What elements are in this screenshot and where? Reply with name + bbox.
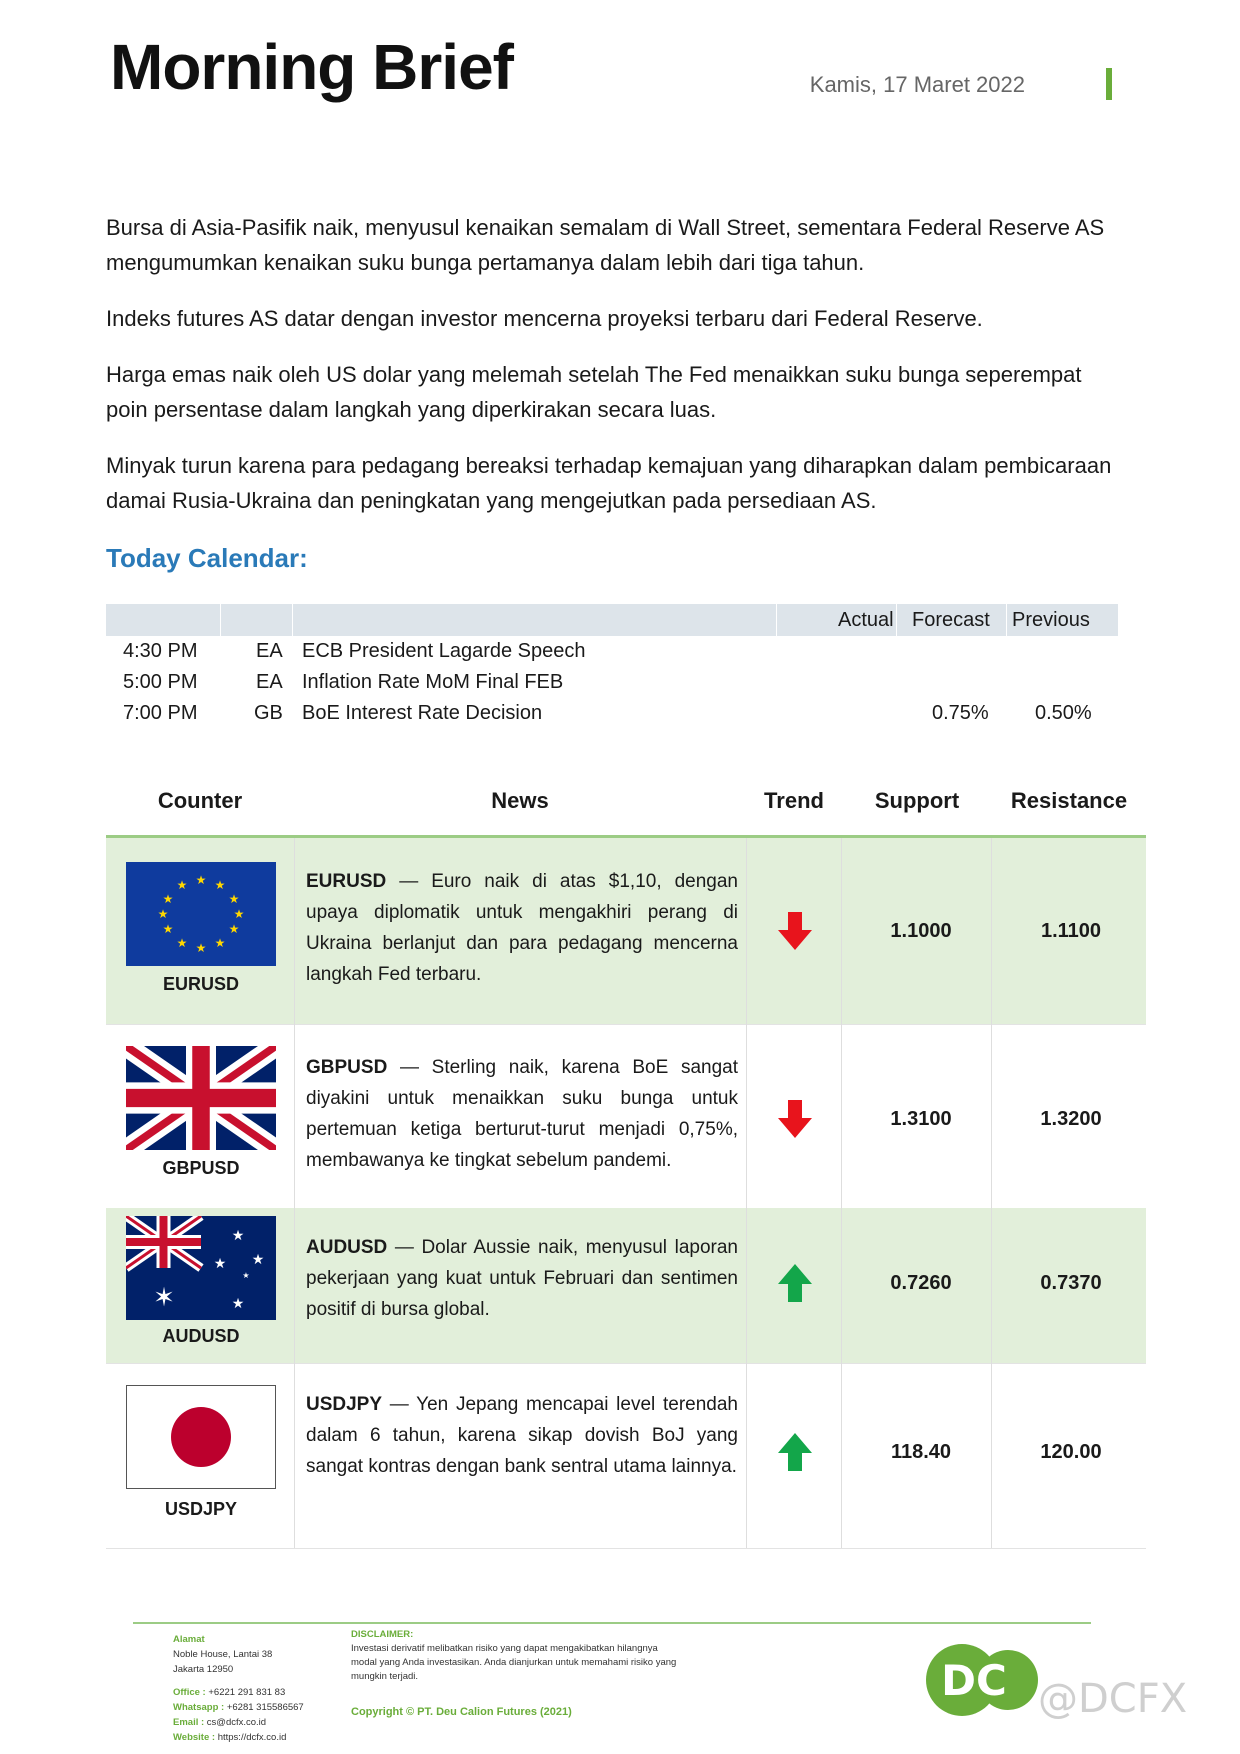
website-label: Website :: [173, 1732, 216, 1743]
office-phone: +6221 291 831 83: [208, 1687, 286, 1698]
email-link[interactable]: cs@dcfx.co.id: [206, 1717, 267, 1728]
paragraph: Minyak turun karena para pedagang bereaksi terhadap kemajuan yang diharapkan dalam pembicaraan damai Rusia-Ukraina dan peningkatan yang mengejutkan pada persediaan AS.: [106, 453, 1112, 513]
address-line: Noble House, Lantai 38: [173, 1649, 273, 1660]
email-label: Email :: [173, 1717, 205, 1728]
news-title: EURUSD: [306, 871, 387, 892]
support-value: 1.3100: [890, 1108, 952, 1130]
event-name: Inflation Rate MoM Final FEB: [302, 671, 564, 693]
news-text: [306, 1052, 738, 1176]
news-body: — Sterling naik, karena BoE sangat diyakini untuk menaikkan suku bunga untuk pertemuan ketiga berturut-turut menjadi 0,75%, membawanya ke tingkat sebelum pandemi.: [306, 1057, 738, 1171]
event-previous: 0.50%: [1035, 702, 1092, 724]
pair-label: EURUSD: [162, 974, 239, 994]
dcfx-logo: [922, 1640, 1042, 1720]
news-title: AUDUSD: [306, 1237, 388, 1258]
svg-text:★: ★: [214, 936, 226, 950]
resistance-value: 120.00: [1040, 1441, 1102, 1463]
svg-text:★: ★: [195, 873, 207, 887]
calendar-row: [106, 667, 1118, 698]
news-title: USDJPY: [306, 1394, 383, 1415]
header-news: News: [491, 788, 549, 813]
office-label: Office :: [173, 1687, 206, 1698]
footer-contact: [173, 1632, 304, 1745]
calendar-title: Today Calendar:: [106, 543, 308, 573]
resistance-value: 0.7370: [1040, 1272, 1102, 1294]
pair-label: AUDUSD: [162, 1326, 240, 1346]
event-name: BoE Interest Rate Decision: [302, 702, 543, 724]
news-text: [306, 1232, 738, 1325]
event-region: EA: [256, 640, 283, 662]
svg-text:★: ★: [195, 941, 207, 955]
news-text: [306, 1389, 738, 1482]
logo-text: DC: [941, 1656, 1007, 1705]
header-previous: Previous: [1012, 609, 1090, 631]
news-body: — Yen Jepang mencapai level terendah dalam 6 tahun, karena sikap dovish BoJ yang sangat kontras dengan bank sentral utama lainnya.: [306, 1394, 738, 1477]
svg-text:★: ★: [231, 1296, 245, 1312]
table-row: [106, 838, 1146, 1025]
event-time: 4:30 PM: [123, 640, 198, 662]
svg-text:★: ★: [242, 1271, 250, 1280]
svg-text:★: ★: [157, 907, 169, 921]
header-support: Support: [874, 788, 960, 813]
counter-table-header: [106, 788, 1146, 836]
event-region: EA: [256, 671, 283, 693]
pair-label: USDJPY: [164, 1499, 238, 1519]
website-link[interactable]: https://dcfx.co.id: [217, 1732, 287, 1743]
header-forecast: Forecast: [912, 609, 990, 631]
address-label: Alamat: [173, 1634, 205, 1645]
page-title: Morning Brief: [110, 31, 513, 103]
disclaimer-text: Investasi derivatif melibatkan risiko yang dapat mengakibatkan hilangnya modal yang Anda investasikan. Anda dianjurkan untuk memahami risiko yang mungkin terjadi.: [351, 1643, 677, 1682]
svg-text:★: ★: [233, 907, 245, 921]
trend-down-arrow-icon: [778, 1100, 812, 1138]
footer-rule: [133, 1622, 1091, 1624]
svg-text:★: ★: [251, 1252, 265, 1268]
support-value: 0.7260: [890, 1272, 952, 1294]
header-counter: Counter: [157, 788, 243, 813]
copyright: Copyright © PT. Deu Calion Futures (2021): [351, 1706, 572, 1718]
news-text: [306, 866, 738, 990]
support-value: 118.40: [890, 1441, 952, 1463]
au-flag-icon: [126, 1216, 276, 1320]
svg-text:✶: ✶: [153, 1283, 175, 1313]
address-line: Jakarta 12950: [173, 1664, 234, 1675]
disclaimer-label: DISCLAIMER:: [351, 1629, 414, 1640]
footer-disclaimer: [351, 1628, 681, 1684]
header-actual: Actual: [838, 609, 894, 631]
calendar-row: [106, 636, 1118, 667]
news-body: — Dolar Aussie naik, menyusul laporan pekerjaan yang kuat untuk Februari dan sentimen positif di bursa global.: [306, 1237, 738, 1320]
resistance-value: 1.1100: [1040, 920, 1102, 942]
pair-label: GBPUSD: [162, 1158, 240, 1178]
calendar-row: [106, 698, 1118, 729]
uk-flag-icon: [126, 1046, 276, 1150]
event-time: 5:00 PM: [123, 671, 198, 693]
eu-flag-icon: [126, 862, 276, 966]
trend-down-arrow-icon: [778, 912, 812, 950]
svg-text:★: ★: [176, 936, 188, 950]
paragraph: Bursa di Asia-Pasifik naik, menyusul kenaikan semalam di Wall Street, sementara Federal Reserve AS mengumumkan kenaikan suku bunga pertamanya dalam lebih dari tiga tahun.: [106, 215, 1105, 275]
svg-text:★: ★: [228, 922, 240, 936]
header-resistance: Resistance: [1010, 788, 1128, 813]
svg-text:★: ★: [162, 922, 174, 936]
whatsapp-number: +6281 315586567: [226, 1702, 304, 1713]
event-forecast: 0.75%: [932, 702, 989, 724]
table-row: [106, 1363, 1146, 1549]
svg-text:★: ★: [176, 878, 188, 892]
table-row: [106, 1208, 1146, 1364]
event-name: ECB President Lagarde Speech: [302, 640, 586, 662]
svg-text:★: ★: [162, 892, 174, 906]
calendar-header: [106, 604, 1118, 636]
header-trend: Trend: [764, 788, 824, 813]
jp-flag-icon: [126, 1385, 276, 1489]
whatsapp-label: Whatsapp :: [173, 1702, 225, 1713]
trend-up-arrow-icon: [778, 1264, 812, 1302]
paragraph: Indeks futures AS datar dengan investor mencerna proyeksi terbaru dari Federal Reserve.: [106, 306, 983, 331]
svg-text:★: ★: [231, 1228, 245, 1244]
news-title: GBPUSD: [306, 1057, 388, 1078]
resistance-value: 1.3200: [1040, 1108, 1102, 1130]
calendar-table: [106, 604, 1118, 729]
event-time: 7:00 PM: [123, 702, 198, 724]
paragraph: Harga emas naik oleh US dolar yang melemah setelah The Fed menaikkan suku bunga seperempat poin persentase dalam langkah yang diperkirakan secara luas.: [106, 362, 1082, 422]
trend-up-arrow-icon: [778, 1433, 812, 1471]
svg-text:★: ★: [213, 1256, 227, 1272]
event-region: GB: [254, 702, 283, 724]
report-date: Kamis, 17 Maret 2022: [809, 72, 1025, 97]
svg-text:★: ★: [228, 892, 240, 906]
news-body: — Euro naik di atas $1,10, dengan upaya diplomatik untuk mengakhiri perang di Ukraina berlanjut dan para pedagang mencerna langkah Fed terbaru.: [306, 871, 738, 985]
intro-paragraphs: [106, 210, 1126, 539]
support-value: 1.1000: [890, 920, 952, 942]
watermark: @DCFX: [1038, 1676, 1188, 1722]
svg-text:★: ★: [214, 878, 226, 892]
table-row: [106, 1024, 1146, 1209]
header-accent-bar: [1106, 68, 1112, 100]
